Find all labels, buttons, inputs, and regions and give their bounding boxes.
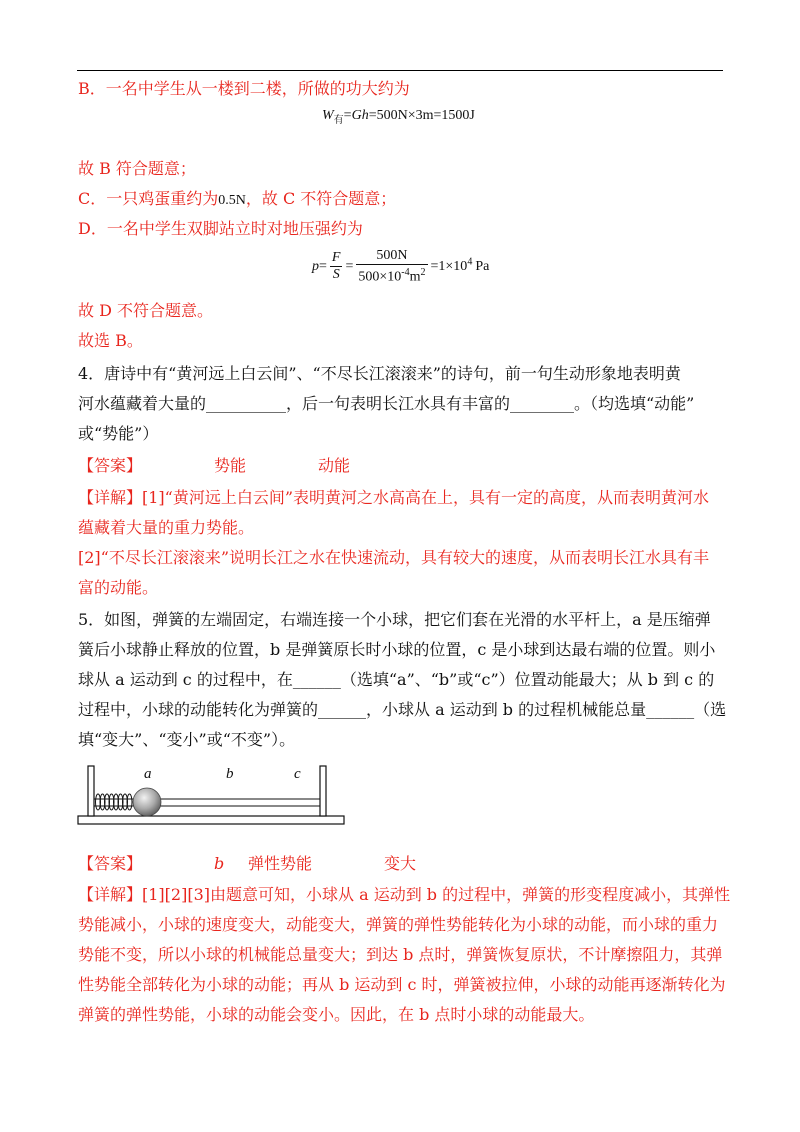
q4-line-2: 河水蕴藏着大量的__________，后一句表明长江水具有丰富的________。（均选填“动能”: [78, 394, 695, 413]
pressure-equation: p= $\frac{F}{S}$ = $\frac{500N}{500\times 10^{-4}m^2}$ $=1\times 10^4$ Pa: [312, 248, 490, 285]
option-c-text: C．一只鸡蛋重约为0.5N，故 C 不符合题意；: [78, 189, 397, 208]
q4-detail-1: 【详解】[1]“黄河远上白云间”表明黄河之水高高在上，具有一定的高度，从而表明黄河水: [78, 488, 710, 507]
spring-ball-figure: [76, 758, 348, 828]
q4-detail-3: [2]“不尽长江滚滚来”说明长江之水在快速流动，具有较大的速度，从而表明长江水具有丰: [78, 548, 710, 567]
work-equation: $W_有=Gh=500N\times 3m=1500J$: [322, 108, 475, 126]
answer-label: 【答案】: [78, 456, 143, 475]
label-c: c: [294, 766, 301, 782]
answer-label: 【答案】: [78, 854, 143, 873]
option-d-result: 故 D 不符合题意。: [78, 301, 214, 320]
q5-line-5: 填“变大”、“变小”或“不变”）。: [78, 730, 296, 749]
answer-3: 变大: [384, 854, 417, 873]
q3-choice: 故选 B。: [78, 331, 143, 350]
answer-1: 势能: [214, 456, 247, 475]
q5-detail-3: 势能不变，所以小球的机械能总量变大；到达 b 点时，弹簧恢复原状，不计摩擦阻力，其弹: [78, 945, 723, 964]
q4-detail-2: 蕴藏着大量的重力势能。: [78, 518, 255, 537]
option-b-result: 故 B 符合题意；: [78, 159, 196, 178]
ball: [133, 788, 161, 816]
q5-detail-4: 性势能全部转化为小球的动能；再从 b 运动到 c 时，弹簧被拉伸，小球的动能再逐渐转化为: [78, 975, 726, 994]
q4-line-3: 或“势能”）: [78, 424, 159, 443]
q5-detail-5: 弹簧的弹性势能，小球的动能会变小。因此，在 b 点时小球的动能最大。: [78, 1005, 595, 1024]
q4-line-1: 4．唐诗中有“黄河远上白云间”、“不尽长江滚滚来”的诗句，前一句生动形象地表明黄: [78, 364, 681, 383]
q5-line-2: 簧后小球静止释放的位置，b 是弹簧原长时小球的位置，c 是小球到达最右端的位置。则小: [78, 640, 716, 659]
left-wall: [88, 766, 94, 816]
q5-line-4: 过程中，小球的动能转化为弹簧的______，小球从 a 运动到 b 的过程机械能总量______（选: [78, 700, 727, 719]
q5-line-1: 5．如图，弹簧的左端固定，右端连接一个小球，把它们套在光滑的水平杆上，a 是压缩弹: [78, 610, 711, 629]
q4-answer: [78, 455, 718, 477]
base-plate: [78, 816, 344, 824]
q5-line-3: 球从 a 运动到 c 的过程中，在______（选填“a”、“b”或“c”）位置动能最大；从 b 到 c 的: [78, 670, 715, 689]
answer-1: b: [214, 854, 225, 873]
q4-detail-4: 富的动能。: [78, 578, 159, 597]
q5-detail-1: 【详解】[1][2][3]由题意可知，小球从 a 运动到 b 的过程中，弹簧的形变程度减小，其弹性: [78, 885, 731, 904]
q5-answer: [78, 853, 718, 875]
q5-detail-2: 势能减小，小球的速度变大，动能变大，弹簧的弹性势能转化为小球的动能，而小球的重力: [78, 915, 719, 934]
spring: [96, 794, 133, 810]
option-b-text: B．一名中学生从一楼到二楼，所做的功大约为: [78, 79, 410, 98]
option-d-text: D．一名中学生双脚站立时对地压强约为: [78, 219, 363, 238]
label-b: b: [226, 766, 234, 782]
right-wall: [320, 766, 326, 816]
header-rule: [77, 70, 723, 71]
label-a: a: [144, 766, 152, 782]
answer-2: 弹性势能: [248, 854, 313, 873]
answer-2: 动能: [318, 456, 351, 475]
